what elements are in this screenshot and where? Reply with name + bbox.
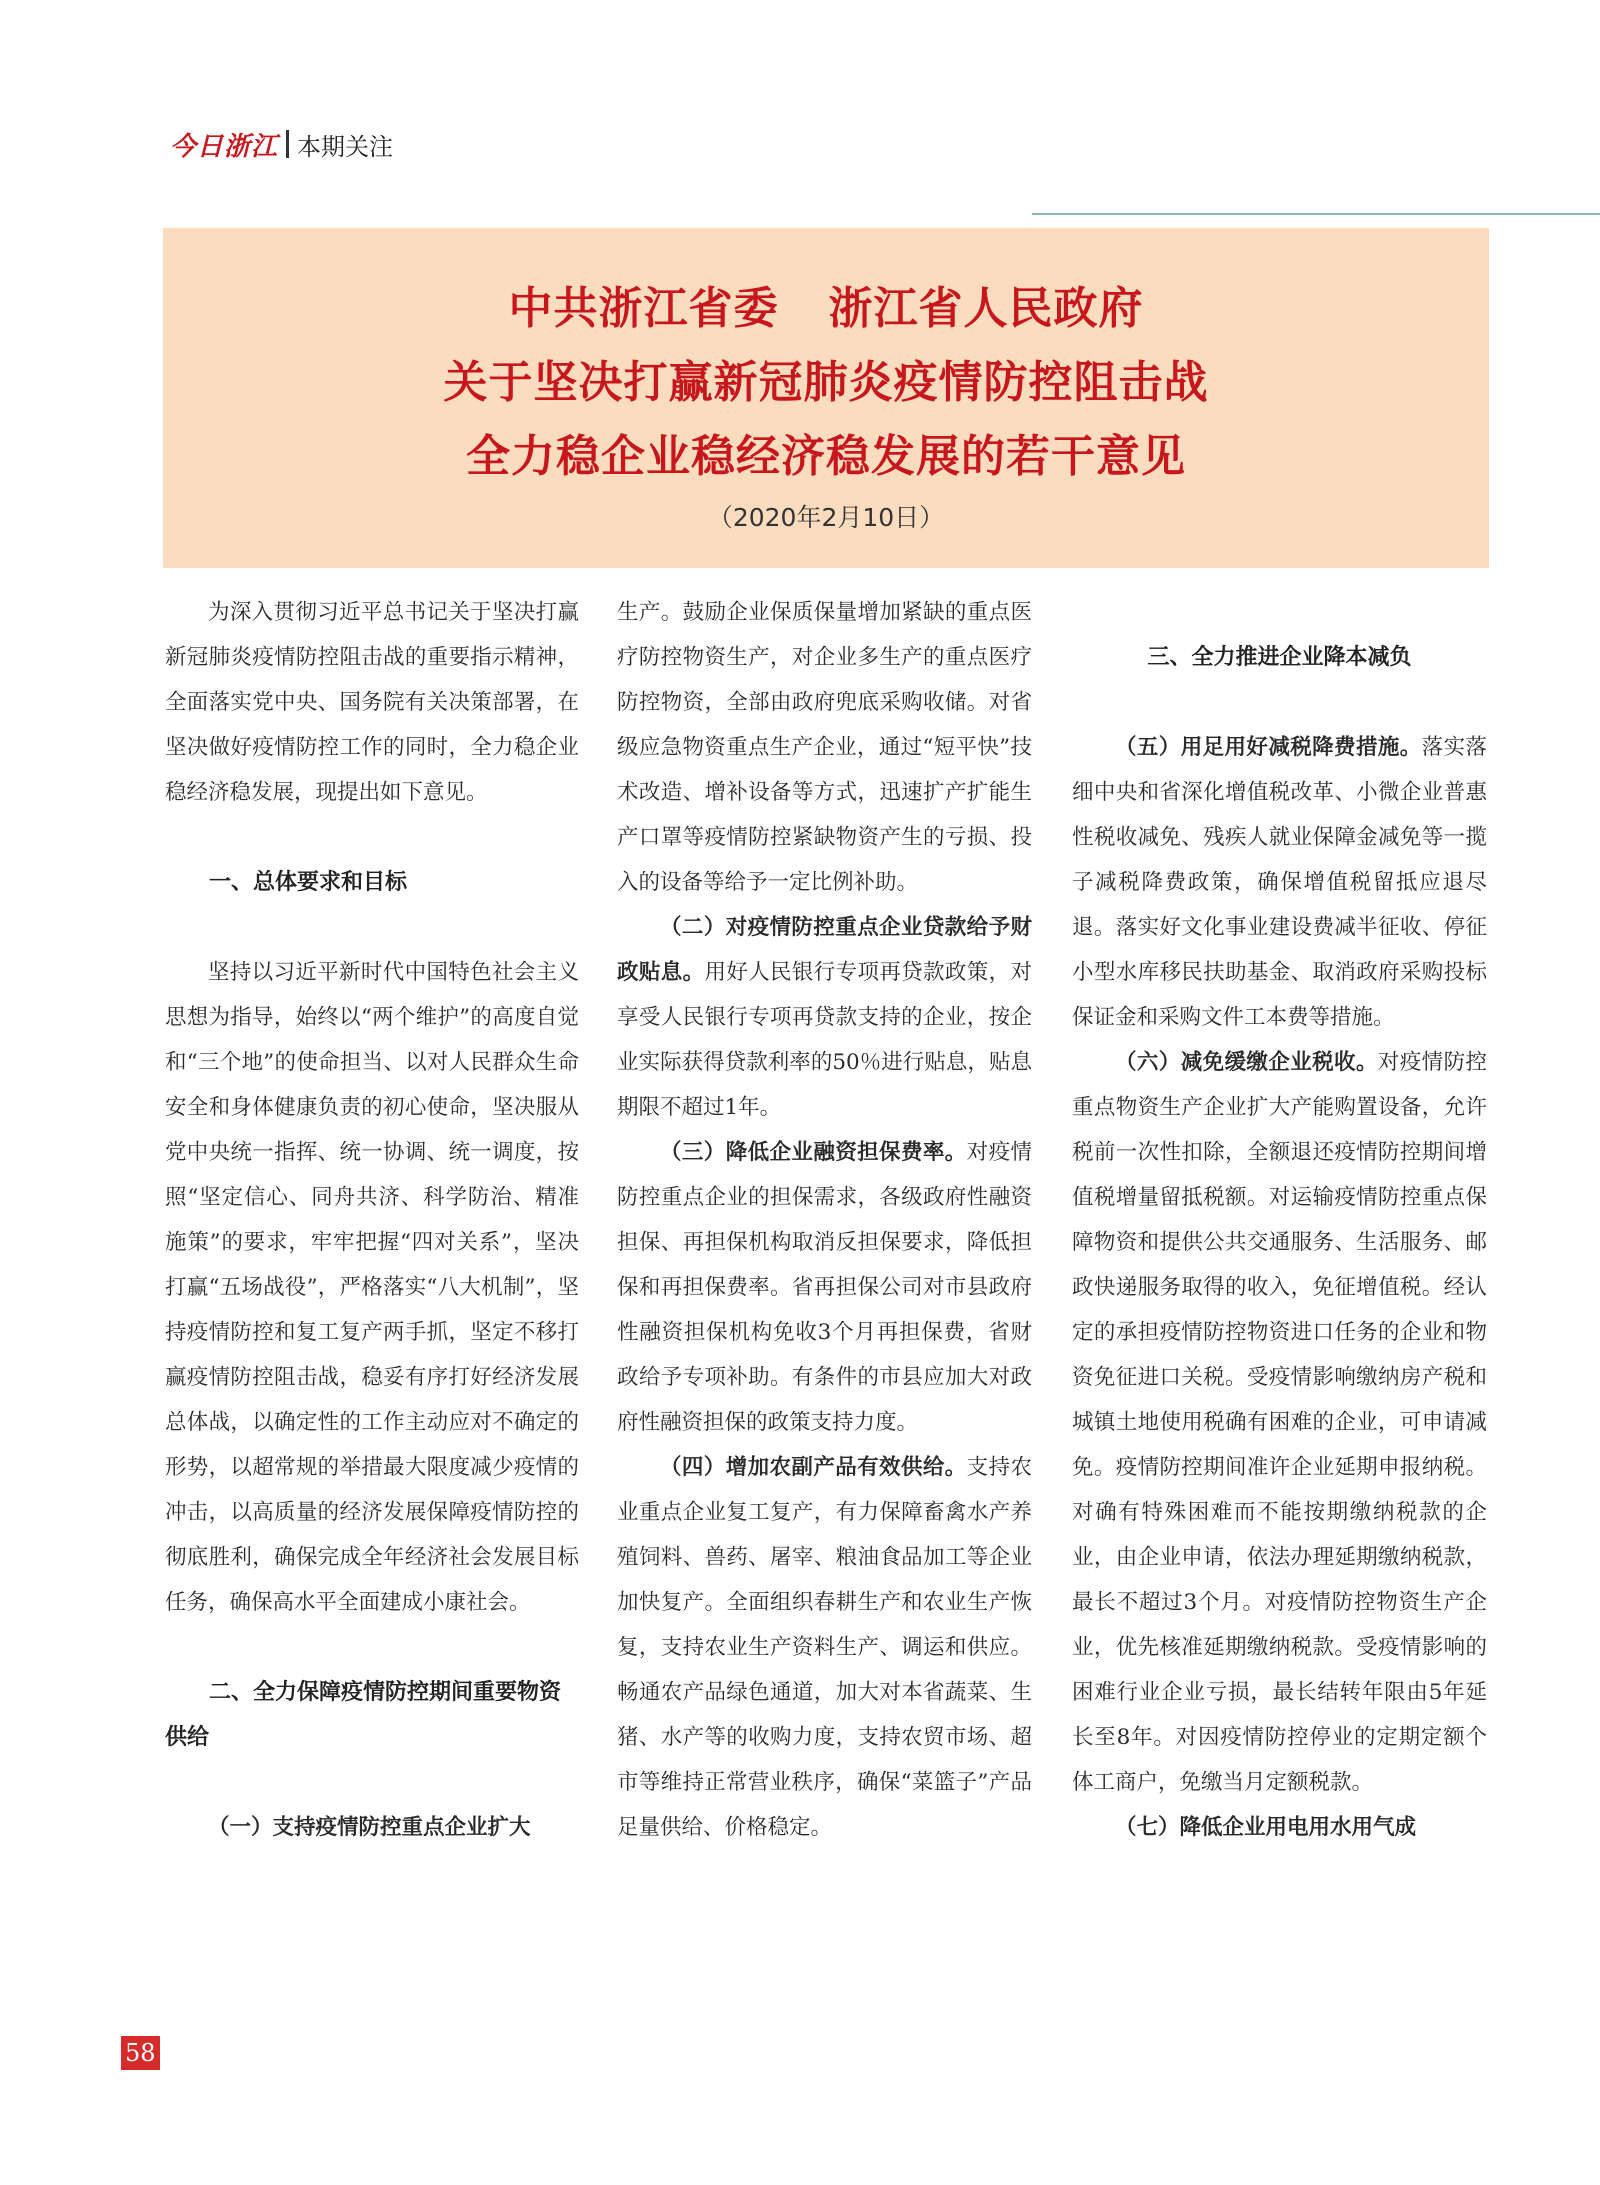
text-column-1 — [165, 590, 579, 1850]
title-box — [163, 228, 1489, 568]
title-line-2: 关于坚决打赢新冠肺炎疫情防控阻击战 — [443, 357, 1209, 408]
subsection-2-title: （二）对疫情防控重点企业贷款给予财政贴息。 — [617, 915, 1032, 985]
subsection-4-title: （四）增加农副产品有效供给。 — [660, 1455, 967, 1480]
heading-section-3: 三、全力推进企业降本减负 — [1147, 645, 1412, 670]
subsection-3 — [617, 1130, 1032, 1445]
document-date: （2020年2月10日） — [707, 503, 945, 532]
heading-section-2: 二、全力保障疫情防控期间重要物资供给 — [165, 1680, 562, 1750]
subsection-4-body: 支持农业重点企业复工复产，有力保障畜禽水产养殖饲料、兽药、屠宰、粮油食品加工等企业加快复产。全面组织春耕生产和农业生产恢复，支持农业生产资料生产、调运和供应。畅通农产品绿色通道，加大对本省蔬菜、生猪、水产等的收购力度，支持农贸市场、超市等维持正常营业秩序，确保“菜篮子”产品足量供给、价格稳定。 — [617, 1455, 1032, 1840]
header-separator — [286, 130, 289, 158]
heading-section-1: 一、总体要求和目标 — [209, 870, 408, 895]
title-line-3: 全力稳企业稳经济稳发展的若干意见 — [466, 431, 1186, 482]
title-issuer-government: 浙江省人民政府 — [828, 283, 1144, 334]
page-number: 58 — [121, 2036, 160, 2070]
subsection-6 — [1072, 1040, 1487, 1805]
subsection-5 — [1072, 725, 1487, 1040]
subsection-1-title: （一）支持疫情防控重点企业扩大 — [208, 1815, 531, 1840]
intro-paragraph: 为深入贯彻习近平总书记关于坚决打赢新冠肺炎疫情防控阻击战的重要指示精神，全面落实党中央、国务院有关决策部署，在坚决做好疫情防控工作的同时，全力稳企业稳经济稳发展，现提出如下意见。 — [165, 600, 579, 805]
subsection-1-body: 生产。鼓励企业保质保量增加紧缺的重点医疗防控物资生产，对企业多生产的重点医疗防控物资，全部由政府兜底采购收储。对省级应急物资重点生产企业，通过“短平快”技术改造、增补设备等方式，迅速扩产扩能生产口罩等疫情防控紧缺物资产生的亏损、投入的设备等给予一定比例补助。 — [617, 600, 1032, 895]
subsection-7-title: （七）降低企业用电用水用气成 — [1115, 1815, 1417, 1840]
subsection-2 — [617, 905, 1032, 1130]
subsection-5-title: （五）用足用好减税降费措施。 — [1115, 735, 1422, 760]
title-line-1 — [163, 272, 1489, 336]
page-header — [170, 128, 393, 160]
header-rule — [1032, 213, 1600, 215]
section-name: 本期关注 — [297, 132, 394, 161]
subsection-3-body: 对疫情防控重点企业的担保需求，各级政府性融资担保、再担保机构取消反担保要求，降低担保和再担保费率。省再担保公司对市县政府性融资担保机构免收3个月再担保费，省财政给予专项补助。有条件的市县应加大对政府性融资担保的政策支持力度。 — [617, 1140, 1032, 1435]
subsection-3-title: （三）降低企业融资担保费率。 — [660, 1140, 967, 1165]
subsection-2-body: 用好人民银行专项再贷款政策，对享受人民银行专项再贷款支持的企业，按企业实际获得贷款利率的50％进行贴息，贴息期限不超过1年。 — [617, 960, 1032, 1120]
subsection-5-body: 落实落细中央和省深化增值税改革、小微企业普惠性税收减免、残疾人就业保障金减免等一揽子减税降费政策，确保增值税留抵应退尽退。落实好文化事业建设费减半征收、停征小型水库移民扶助基金、取消政府采购投标保证金和采购文件工本费等措施。 — [1072, 735, 1487, 1030]
text-column-3 — [1072, 635, 1487, 1850]
magazine-logo: 今日浙江 — [170, 131, 279, 162]
subsection-6-body: 对疫情防控重点物资生产企业扩大产能购置设备，允许税前一次性扣除，全额退还疫情防控期间增值税增量留抵税额。对运输疫情防控重点保障物资和提供公共交通服务、生活服务、邮政快递服务取得的收入，免征增值税。经认定的承担疫情防控物资进口任务的企业和物资免征进口关税。受疫情影响缴纳房产税和城镇土地使用税确有困难的企业，可申请减免。疫情防控期间准许企业延期申报纳税。对确有特殊困难而不能按期缴纳税款的企业，由企业申请，依法办理延期缴纳税款，最长不超过3个月。对疫情防控物资生产企业，优先核准延期缴纳税款。受疫情影响的困难行业企业亏损，最长结转年限由5年延长至8年。对因疫情防控停业的定期定额个体工商户，免缴当月定额税款。 — [1072, 1050, 1487, 1795]
title-issuer-party: 中共浙江省委 — [508, 283, 779, 334]
subsection-6-title: （六）减免缓缴企业税收。 — [1115, 1050, 1378, 1075]
subsection-4 — [617, 1445, 1032, 1850]
paragraph-section-1: 坚持以习近平新时代中国特色社会主义思想为指导，始终以“两个维护”的高度自觉和“三个地”的使命担当、以对人民群众生命安全和身体健康负责的初心使命，坚决服从党中央统一指挥、统一协调、统一调度，按照“坚定信心、同舟共济、科学防治、精准施策”的要求，牢牢把握“四对关系”，坚决打赢“五场战役”，严格落实“八大机制”，坚持疫情防控和复工复产两手抓，坚定不移打赢疫情防控阻击战，稳妥有序打好经济发展总体战，以确定性的工作主动应对不确定的形势，以超常规的举措最大限度减少疫情的冲击，以高质量的经济发展保障疫情防控的彻底胜利，确保完成全年经济社会发展目标任务，确保高水平全面建成小康社会。 — [165, 960, 579, 1615]
text-column-2 — [617, 590, 1032, 1850]
